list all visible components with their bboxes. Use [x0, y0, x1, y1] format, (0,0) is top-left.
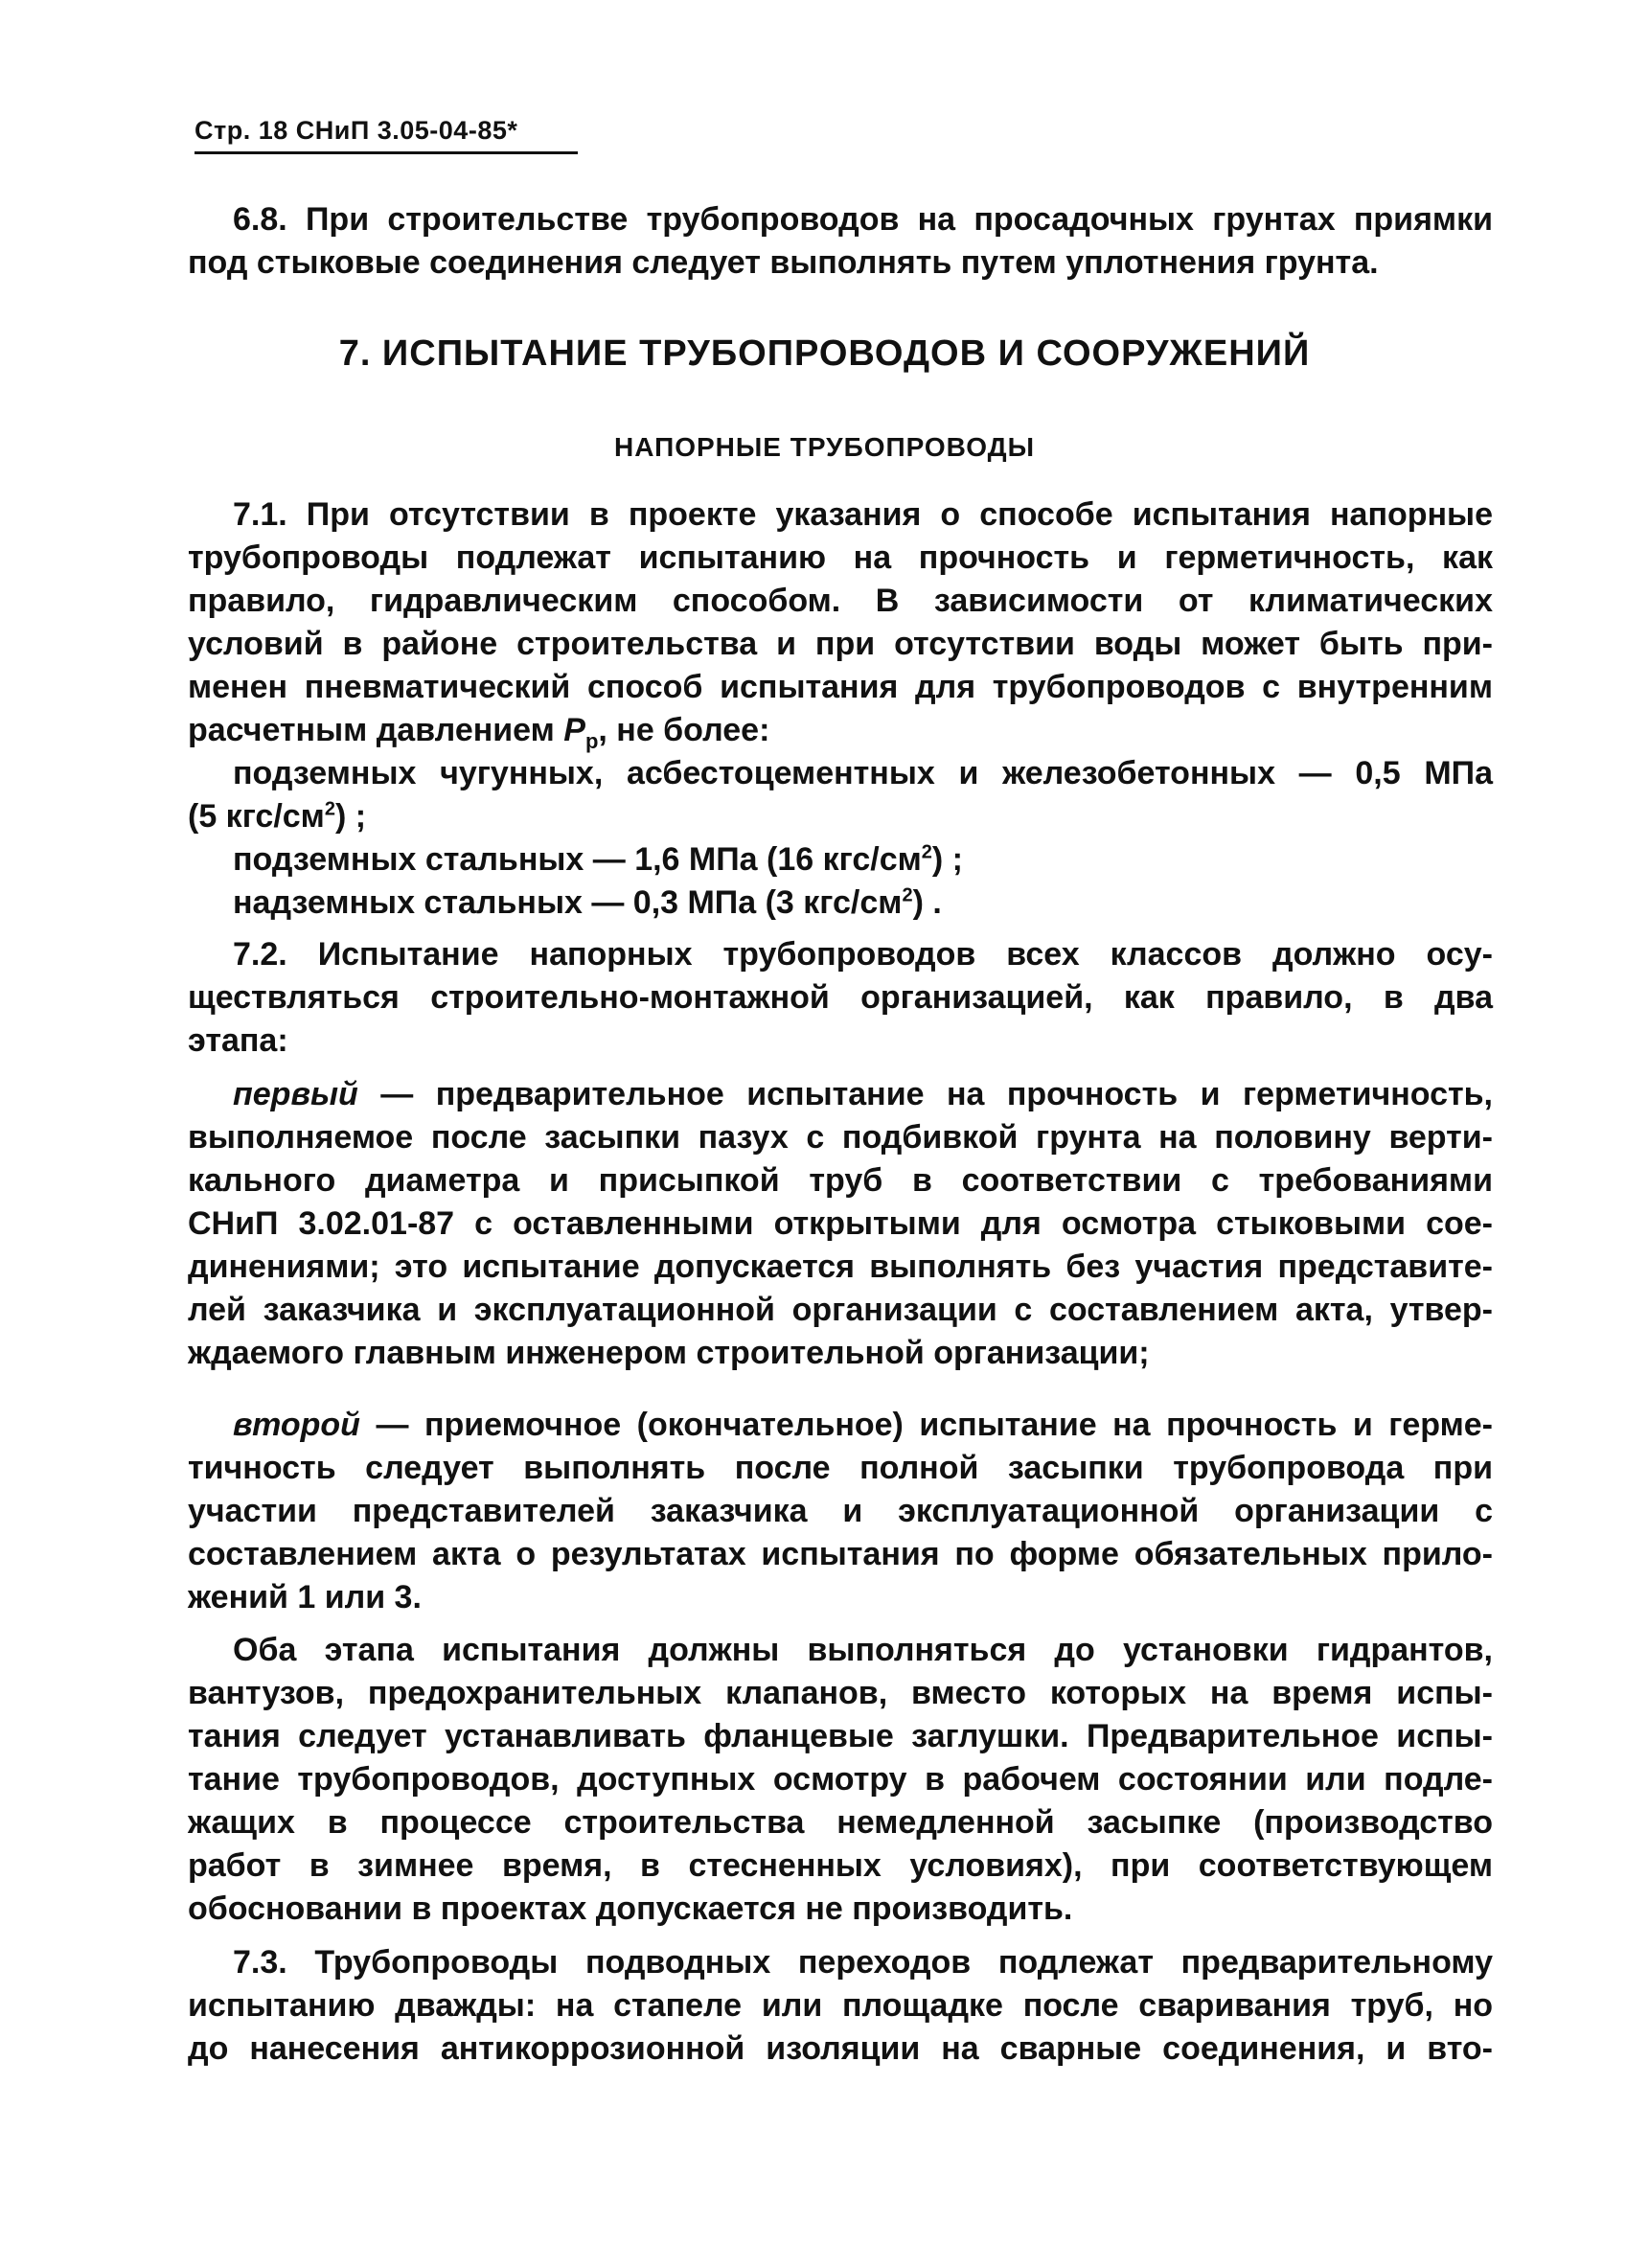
text-line: тания следует устанавливать фланцевые заглушки. Предварительное испы-: [188, 1718, 1493, 1754]
text-line: жений 1 или 3.: [188, 1579, 422, 1615]
list-item: [188, 882, 1493, 925]
list-item: [188, 838, 1493, 882]
paragraph-7-3: [188, 1941, 1493, 2071]
text-line: под стыковые соединения следует выполнять путем уплотнения грунта.: [188, 244, 1379, 281]
text-line: вантузов, предохранительных клапанов, вместо которых на время испы-: [188, 1675, 1493, 1711]
list-text: надземных стальных — 0,3 МПа (3 кгс/см: [233, 884, 903, 921]
list-text: ) .: [912, 884, 942, 921]
text-line: [188, 1073, 1493, 1116]
text-line: тание трубопроводов, доступных осмотру в рабочем состоянии или подле-: [188, 1761, 1493, 1798]
text-line: этапа:: [188, 1022, 288, 1059]
paragraph-6-8: [188, 198, 1493, 285]
text-line: правило, гидравлическим способом. В зависимости от климатических: [188, 583, 1493, 619]
pressure-text-after: , не более:: [598, 712, 770, 748]
paragraph-7-1: [188, 493, 1493, 925]
list-text: ) ;: [334, 798, 367, 835]
text-line: 6.8. При строительстве трубопроводов на просадочных грунтах приямки: [233, 201, 1493, 238]
text-line: кального диаметра и присыпкой труб в соответствии с требованиями: [188, 1162, 1493, 1199]
stage-label: первый: [233, 1076, 358, 1112]
text-line: динениями; это испытание допускается выполнять без участия представите-: [188, 1249, 1493, 1285]
stage-second: [188, 1404, 1493, 1619]
list-item: [188, 795, 1493, 838]
paragraph-7-2: [188, 933, 1493, 1063]
superscript: 2: [324, 798, 335, 820]
text-line: трубопроводы подлежат испытанию на прочность и герметичность, как: [188, 539, 1493, 576]
text-line: 7.2. Испытание напорных трубопроводов всех классов должно осу-: [233, 936, 1493, 973]
text-line: выполняемое после засыпки пазух с подбивкой грунта на половину верти-: [188, 1119, 1493, 1156]
text-line: лей заказчика и эксплуатационной организации с составлением акта, утвер-: [188, 1292, 1493, 1328]
section-title: 7. ИСПЫТАНИЕ ТРУБОПРОВОДОВ И СООРУЖЕНИЙ: [338, 333, 1311, 374]
stage-first: [188, 1073, 1493, 1375]
pressure-symbol: P: [563, 712, 585, 748]
text-line: обосновании в проектах допускается не производить.: [188, 1890, 1073, 1927]
text-line: ждаемого главным инженером строительной организации;: [188, 1335, 1150, 1371]
text-line: участии представителей заказчика и эксплуатационной организации с: [188, 1493, 1493, 1529]
text-line: [188, 1404, 1493, 1447]
superscript: 2: [921, 841, 932, 863]
text-line: жащих в процессе строительства немедленной засыпке (производство: [188, 1804, 1493, 1841]
page-header: Стр. 18 СНиП 3.05-04-85*: [195, 116, 578, 154]
text-line: СНиП 3.02.01-87 с оставленными открытыми для осмотра стыковыми сое-: [188, 1205, 1493, 1242]
text-line: работ в зимнее время, в стесненных условиях), при соответствующем: [188, 1847, 1493, 1884]
text-line: [188, 709, 1493, 752]
text-line: условий в районе строительства и при отсутствии воды может быть при-: [188, 626, 1493, 662]
text-line: испытанию дважды: на стапеле или площадке после сваривания труб, но: [188, 1987, 1493, 2024]
text-line: менен пневматический способ испытания для трубопроводов с внутренним: [188, 669, 1493, 705]
text: — предварительное испытание на прочность и герметичность,: [380, 1076, 1493, 1112]
both-stages-paragraph: [188, 1629, 1493, 1931]
list-text: (5 кгс/см: [188, 798, 325, 835]
text-line: до нанесения антикоррозионной изоляции на сварные соединения, и вто-: [188, 2030, 1493, 2067]
text-line: 7.1. При отсутствии в проекте указания о способе испытания напорные: [233, 496, 1493, 533]
text-line: Оба этапа испытания должны выполняться до установки гидрантов,: [233, 1632, 1493, 1668]
stage-label: второй: [233, 1407, 360, 1443]
pressure-text: расчетным давлением: [188, 712, 555, 748]
text-line: составлением акта о результатах испытания по форме обязательных прило-: [188, 1536, 1493, 1572]
text-line: 7.3. Трубопроводы подводных переходов подлежат предварительному: [233, 1944, 1493, 1981]
superscript: 2: [902, 884, 913, 906]
list-item: подземных чугунных, асбестоцементных и железобетонных — 0,5 МПа: [233, 755, 1493, 791]
list-text: ) ;: [931, 841, 963, 878]
text-line: тичность следует выполнять после полной засыпки трубопровода при: [188, 1450, 1493, 1486]
subsection-title: НАПОРНЫЕ ТРУБОПРОВОДЫ: [614, 432, 1035, 462]
text-line: ществляться строительно-монтажной организацией, как правило, в два: [188, 979, 1493, 1016]
text: — приемочное (окончательное) испытание на прочность и герме-: [376, 1407, 1493, 1443]
list-text: подземных стальных — 1,6 МПа (16 кгс/см: [233, 841, 922, 878]
pressure-subscript: р: [584, 728, 599, 753]
